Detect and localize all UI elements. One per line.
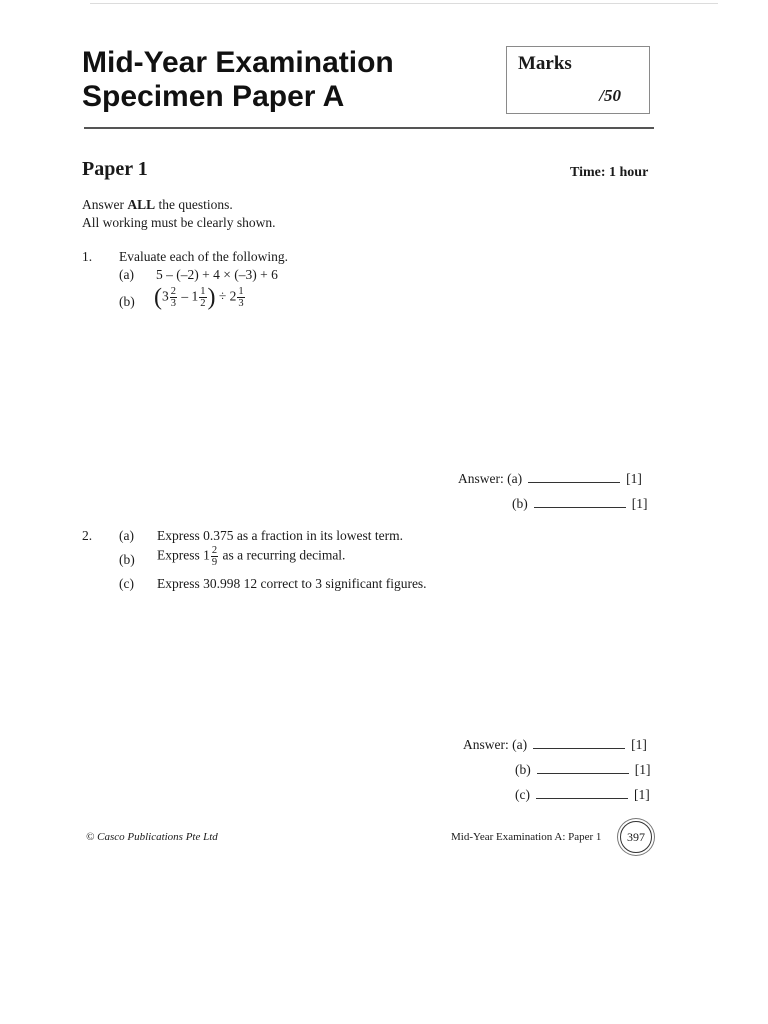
question-2-answer-a bbox=[463, 736, 647, 753]
instruction-line-2: All working must be clearly shown. bbox=[82, 215, 276, 230]
fraction-3 bbox=[237, 286, 244, 309]
question-2-answer-c bbox=[515, 786, 650, 803]
fraction-2b-den: 9 bbox=[211, 557, 218, 568]
answer-part-label: (b) bbox=[515, 762, 531, 777]
question-2b-pre: Express 1 bbox=[157, 547, 210, 563]
exam-title-line1: Mid-Year Examination bbox=[82, 46, 394, 79]
instructions bbox=[82, 196, 275, 232]
marks-total: /50 bbox=[599, 86, 621, 105]
fraction-2b-num: 2 bbox=[211, 545, 218, 556]
fraction-1 bbox=[170, 286, 177, 309]
fraction-3-num: 1 bbox=[238, 286, 244, 297]
exam-title bbox=[82, 46, 394, 114]
answer-part-label: (b) bbox=[512, 496, 528, 511]
question-1b-expression bbox=[154, 286, 246, 309]
answer-part-label: (a) bbox=[512, 737, 528, 752]
mark-allocation: [1] bbox=[634, 762, 651, 777]
question-1-prompt: Evaluate each of the following. bbox=[119, 249, 289, 264]
question-2b-post: as a recurring decimal. bbox=[222, 547, 346, 563]
fraction-2-num: 1 bbox=[200, 286, 206, 297]
instruction-line-1 bbox=[82, 196, 275, 214]
mark-allocation: [1] bbox=[631, 737, 647, 752]
fraction-2 bbox=[199, 286, 206, 309]
answer-label: Answer: bbox=[463, 737, 509, 752]
mark-allocation: [1] bbox=[626, 471, 642, 486]
mixed-whole-1: 3 bbox=[162, 288, 169, 304]
close-paren: ) bbox=[207, 284, 216, 311]
question-2c-label: (c) bbox=[119, 576, 134, 591]
fraction-3-den: 3 bbox=[238, 298, 244, 309]
answer-blank[interactable] bbox=[528, 470, 620, 483]
open-paren: ( bbox=[154, 284, 162, 311]
question-2b-text bbox=[157, 545, 345, 568]
instruction-emphasis: ALL bbox=[127, 197, 156, 212]
answer-part-label: (c) bbox=[515, 787, 530, 802]
answer-blank[interactable] bbox=[536, 786, 628, 799]
answer-label: Answer: bbox=[458, 471, 504, 486]
question-1-number: 1. bbox=[82, 249, 93, 264]
question-2a-label: (a) bbox=[119, 528, 134, 543]
question-2b-label: (b) bbox=[119, 552, 135, 567]
fraction-2-den: 2 bbox=[200, 298, 206, 309]
paper-title: Paper 1 bbox=[82, 158, 148, 180]
answer-blank[interactable] bbox=[533, 736, 625, 749]
question-2c-text: Express 30.998 12 correct to 3 significant figures. bbox=[157, 576, 427, 591]
fraction-1-den: 3 bbox=[170, 298, 176, 309]
fraction-2b bbox=[211, 545, 218, 568]
answer-blank[interactable] bbox=[534, 495, 626, 508]
exam-title-line2: Specimen Paper A bbox=[82, 80, 345, 113]
question-2a-text: Express 0.375 as a fraction in its lowest term. bbox=[157, 528, 403, 543]
marks-box bbox=[506, 46, 650, 114]
fraction-1-num: 2 bbox=[170, 286, 176, 297]
question-2-answer-b bbox=[515, 761, 651, 778]
question-2-number: 2. bbox=[82, 528, 93, 543]
divide-whole: ÷ 2 bbox=[218, 288, 237, 304]
answer-part-label: (a) bbox=[507, 471, 523, 486]
paper-reference: Mid-Year Examination A: Paper 1 bbox=[451, 831, 602, 843]
page-number: 397 bbox=[627, 829, 645, 844]
question-1b-label: (b) bbox=[119, 294, 135, 309]
copyright-notice: © Casco Publications Pte Ltd bbox=[86, 831, 218, 843]
instruction-line-1-text: Answer ALL the questions. bbox=[82, 197, 233, 212]
marks-label: Marks bbox=[518, 53, 572, 74]
question-1a-expression: 5 – (–2) + 4 × (–3) + 6 bbox=[156, 267, 278, 282]
header-divider bbox=[84, 127, 654, 129]
top-edge-line bbox=[90, 3, 718, 4]
time-allowed: Time: 1 hour bbox=[570, 165, 649, 180]
question-1-answer-b bbox=[512, 495, 648, 512]
answer-blank[interactable] bbox=[537, 761, 629, 774]
minus-whole: – 1 bbox=[181, 288, 199, 304]
question-1-answer-a bbox=[458, 470, 642, 487]
question-1a-label: (a) bbox=[119, 267, 134, 282]
mark-allocation: [1] bbox=[633, 787, 650, 802]
page-number-badge bbox=[620, 821, 652, 853]
mark-allocation: [1] bbox=[631, 496, 648, 511]
